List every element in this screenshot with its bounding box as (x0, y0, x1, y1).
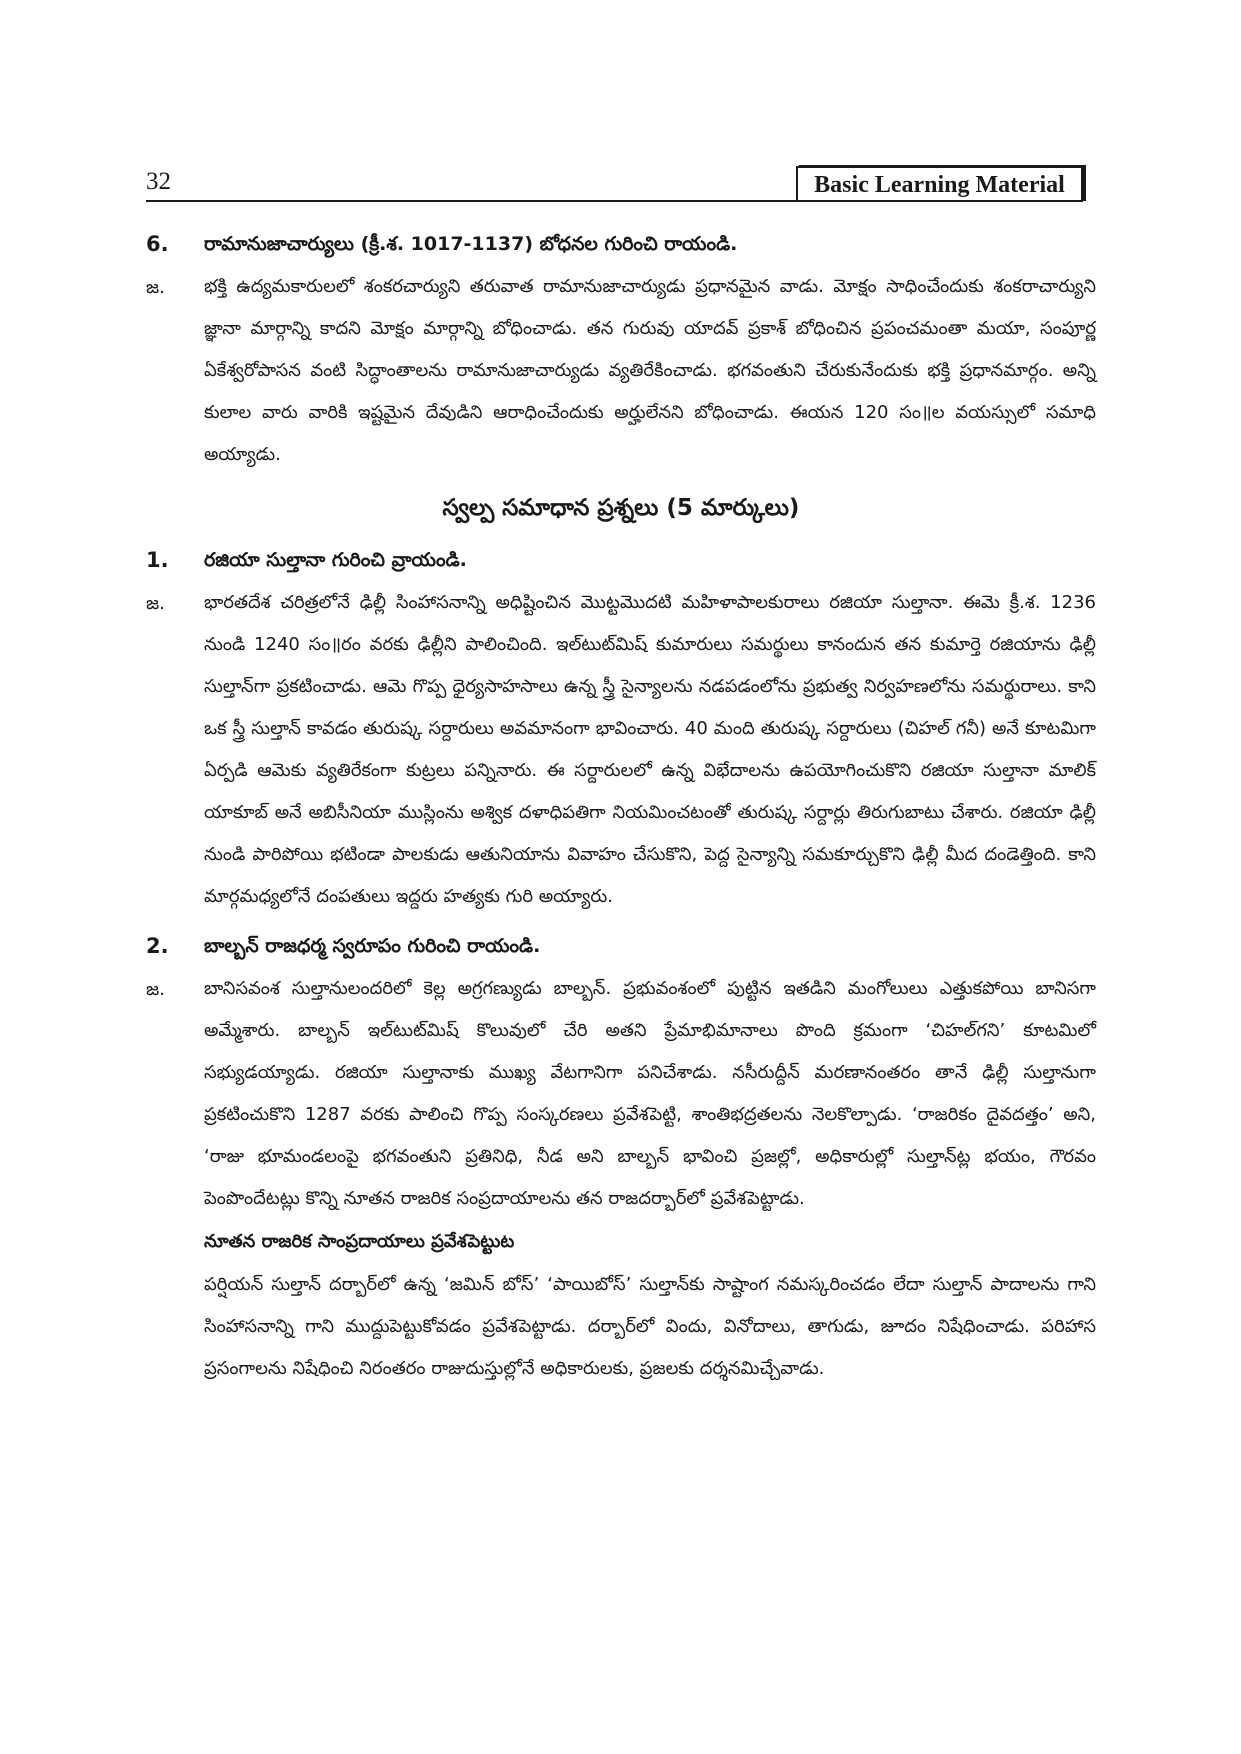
question-text: రజియా సుల్తానా గురించి వ్రాయండి. (204, 549, 467, 571)
answer-text: భక్తి ఉద్యమకారులలో శంకరచార్యుని తరువాత రామానుజాచార్యుడు ప్రధానమైన వాడు. మోక్షం సాధించేందుకు శంకరాచార్యుని జ్ఞానా మార్గాన్ని కాదని మోక్షం మార్గాన్ని బోధించాడు. తన గురువు యాదవ్ ప్రకాశ్ బోధించిన ప్రపంచమంతా మయా, సంపూర్ణ ఏకేశ్వరోపాసన వంటి సిద్ధాంతాలను రామానుజాచార్యుడు వ్యతిరేకించాడు. భగవంతుని చేరుకునేందుకు భక్తి ప్రధానమార్గం. అన్ని కులాల వారు వారికి ఇష్టమైన దేవుడిని ఆరాధించేందుకు అర్హులేనని బోధించాడు. ఈయన 120 సం॥ల వయస్సులో సమాధి అయ్యాడు. (204, 276, 1096, 465)
question-number: 6. (146, 232, 169, 256)
question-number: 2. (146, 934, 169, 958)
answer-text: భారతదేశ చరిత్రలోనే ఢిల్లీ సింహాసనాన్ని అధిష్టించిన మొట్టమొదటి మహిళాపాలకురాలు రజియా సుల్తానా. ఈమె క్రీ.శ. 1236 నుండి 1240 సం॥రం వరకు ఢిల్లీని పాలించింది. ఇల్‌టుట్‌మిష్ కుమారులు సమర్థులు కానందున తన కుమార్తె రజియాను ఢిల్లీ సుల్తాన్‌గా ప్రకటించాడు. ఆమె గొప్ప ధైర్యసాహసాలు ఉన్న స్త్రీ సైన్యాలను నడపడంలోను ప్రభుత్వ నిర్వహణలోను సమర్థురాలు. కాని ఒక స్త్రీ సుల్తాన్ కావడం తురుష్క సర్దారులు అవమానంగా భావించారు. 40 మంది తురుష్క సర్దారులు (చిహల్ గనీ) అనే కూటమిగా ఏర్పడి ఆమెకు వ్యతిరేకంగా కుట్రలు పన్నినారు. ఈ సర్దారులలో ఉన్న విభేదాలను ఉపయోగించుకొని రజియా సుల్తానా మాలిక్ యాకూబ్ అనే అబిసీనియా ముస్లింను అశ్విక దళాధిపతిగా నియమించటంతో తురుష్క సర్దార్లు తిరుగుబాటు చేశారు. రజియా ఢిల్లీ నుండి పారిపోయి భటిండా పాలకుడు ఆతునియాను వివాహం చేసుకొని, పెద్ద సైన్యాన్ని సమకూర్చుకొని ఢిల్లీ మీద దండెత్తింది. కాని మార్గమధ్యలోనే దంపతులు ఇద్దరు హత్యకు గురి అయ్యారు. (204, 592, 1096, 907)
page-number: 32 (146, 168, 171, 195)
answer-marker: జ. (146, 979, 165, 1000)
book-title-box: Basic Learning Material (796, 166, 1083, 202)
sub-text: పర్షియన్ సుల్తాన్ దర్బార్‌లో ఉన్న ‘జమిన్ బోస్’ ‘పాయిబోస్’ సుల్తాన్‌కు సాష్టాంగ నమస్కరించడం లేదా సుల్తాన్ పాదాలను గాని సింహాసనాన్ని గాని ముద్దుపెట్టుకోవడం ప్రవేశపెట్టాడు. దర్బార్‌లో విందు, వినోదాలు, తాగుడు, జూదం నిషేధించాడు. పరిహాస ప్రసంగాలను నిషేధించి నిరంతరం రాజుదుస్తుల్లోనే అధికారులకు, ప్రజలకు దర్శనమిచ్చేవాడు. (204, 1274, 1096, 1379)
question-2 (146, 924, 1096, 968)
section-heading: స్వల్ప సమాధాన ప్రశ్నలు (5 మార్కులు) (442, 495, 800, 521)
question-number: 1. (146, 548, 169, 572)
answer-2 (146, 968, 1096, 1220)
answer-marker: జ. (146, 593, 165, 614)
sub-heading: నూతన రాజరిక సాంప్రదాయాలు ప్రవేశపెట్టుట (204, 1231, 515, 1252)
answer-1 (146, 582, 1096, 918)
question-text: బాల్బన్ రాజధర్మ స్వరూపం గురించి రాయండి. (204, 935, 541, 957)
page-content (146, 222, 1096, 1390)
question-6 (146, 222, 1096, 266)
answer-text: బానిసవంశ సుల్తానులందరిలో కెల్ల అగ్రగణ్యుడు బాల్బన్. ప్రభువంశంలో పుట్టిన ఇతడిని మంగోలులు ఎత్తుకపోయి బానిసగా అమ్మేశారు. బాల్బన్ ఇల్‌టుట్‌మిష్ కొలువులో చేరి అతని ప్రేమాభిమానాలు పొంది క్రమంగా ‘చిహల్‌గని’ కూటమిలో సభ్యుడయ్యాడు. రజియా సుల్తానాకు ముఖ్య వేటగానిగా పనిచేశాడు. నసీరుద్దీన్ మరణానంతరం తానే ఢిల్లీ సుల్తానుగా ప్రకటించుకొని 1287 వరకు పాలించి గొప్ప సంస్కరణలు ప్రవేశపెట్టి, శాంతిభద్రతలను నెలకొల్పాడు. ‘రాజరికం దైవదత్తం’ అని, ‘రాజు భూమండలంపై భగవంతుని ప్రతినిధి, నీడ అని బాల్బన్ భావించి ప్రజల్లో, అధికారుల్లో సుల్తాన్‌ట్ల భయం, గౌరవం పెంపొందేటట్లు కొన్ని నూతన రాజరిక సంప్రదాయాలను తన రాజదర్బార్‌లో ప్రవేశపెట్టాడు. (204, 978, 1096, 1209)
answer-6 (146, 266, 1096, 476)
question-text: రామానుజాచార్యులు (క్రీ.శ. 1017-1137) బోధనల గురించి రాయండి. (204, 233, 738, 255)
answer-marker: జ. (146, 277, 165, 298)
question-1 (146, 538, 1096, 582)
